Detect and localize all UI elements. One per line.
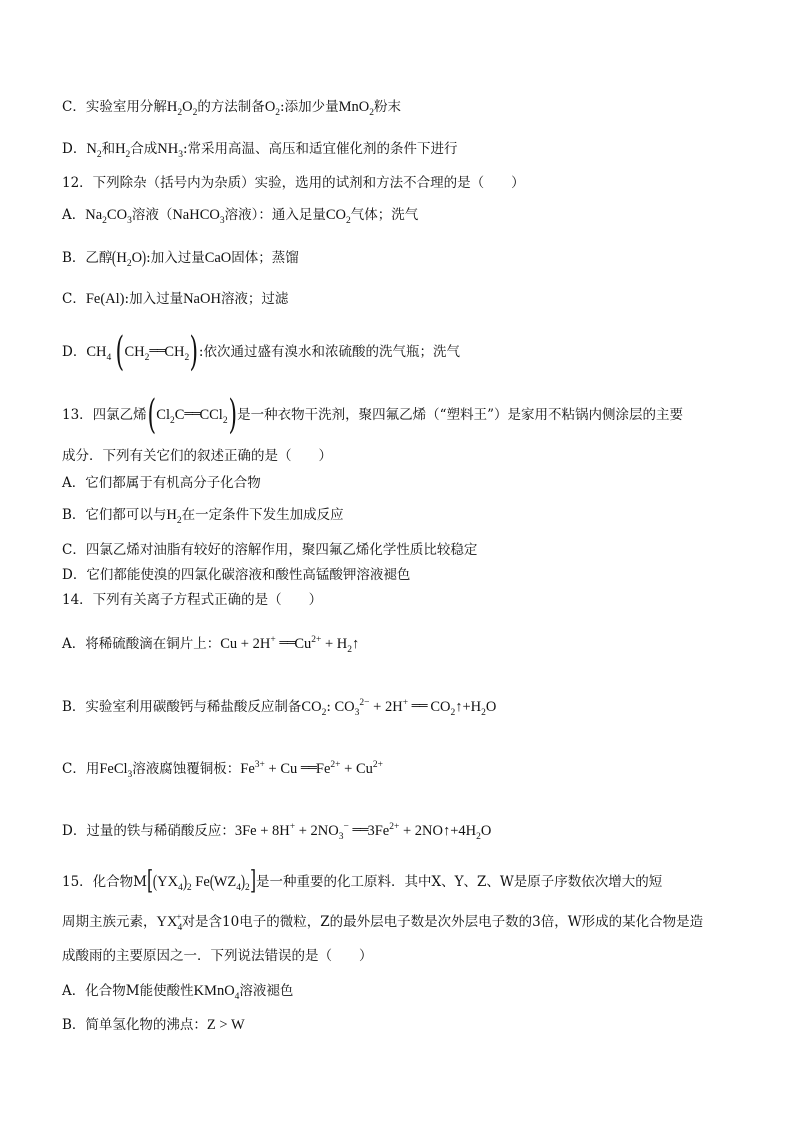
- q14-option-b: B．实验室利用碳酸钙与稀盐酸反应制备$CO_2$: $CO_3^{2-} + 2H^+$ ══ $CO_2↑+H_2O$: [62, 698, 497, 718]
- q14-option-a: A．将稀硫酸滴在铜片上：Cu + 2H+ $══Cu^{2+}$ + $H_2↑$: [62, 635, 360, 655]
- q12-option-b: B．乙醇$(H_2O)$:加入过量CaO固体；蒸馏: [62, 247, 299, 269]
- q13-option-c: C．四氯乙烯对油脂有较好的溶解作用，聚四氟乙烯化学性质比较稳定: [62, 542, 478, 558]
- q12-option-c: C．Fe(Al):加入过量NaOH溶液；过滤: [62, 291, 289, 307]
- q12-stem: 12．下列除杂（括号内为杂质）实验，选用的试剂和方法不合理的是（ ）: [62, 175, 525, 191]
- q15-stem-line2: 周期主族元素，$YX_4^+$对是含10电子的微粒，Z的最外层电子数是次外层电子数的3倍，W形成的某化合物是造: [62, 913, 704, 933]
- q12-option-a: A．$Na_2CO_3$溶液（NaHCO$_3$溶液）：通入足量$CO_2$气体；洗气: [62, 207, 419, 226]
- q13-option-b: B．它们都可以与$H_2$在一定条件下发生加成反应: [62, 507, 344, 526]
- q14-option-c: C．用FeCl$_3$溶液腐蚀覆铜板：$Fe^{3+} + Cu$ $══Fe^{2+} + Cu^{2+}$: [62, 760, 383, 780]
- q13-option-d: D．它们都能使溴的四氯化碳溶液和酸性高锰酸钾溶液褪色: [62, 567, 411, 583]
- q14-stem: 14．下列有关离子方程式正确的是（ ）: [62, 592, 323, 608]
- q11-option-d: D．$N_2$和$H_2$合成$NH_3$:常采用高温、高压和适宜催化剂的条件下进行: [62, 141, 458, 160]
- q11-option-c: C．实验室用分解$H_2O_2$的方法制备$O_2$:添加少量MnO$_2$粉末: [62, 99, 401, 118]
- q13-option-a: A．它们都属于有机高分子化合物: [62, 475, 261, 491]
- q15-option-b: B．简单氢化物的沸点：Z > W: [62, 1017, 245, 1033]
- q13-stem-line2: 成分．下列有关它们的叙述正确的是（ ）: [62, 448, 332, 464]
- q15-option-a: A．化合物M能使酸性KMnO$_4$溶液褪色: [62, 983, 294, 1002]
- q15-stem-line3: 成酸雨的主要原因之一．下列说法错误的是（ ）: [62, 948, 373, 964]
- q14-option-d: D．过量的铁与稀硝酸反应：$3Fe + 8H^+ + 2NO_3^-$ $══3Fe^{2+}$ + $2NO↑+4H_2O$: [62, 822, 492, 842]
- q12-option-d: D．$CH_4$ $(CH_2══CH_2)$:依次通过盛有溴水和浓硫酸的洗气瓶；洗气: [62, 329, 460, 375]
- q15-stem-line1: 15．化合物$M[(YX_4)_2$ $Fe(WZ_4)_2$]是一种重要的化工原料．其中X、Y、Z、W是原子序数依次增大的短: [62, 866, 663, 896]
- q13-stem-line1: 13．四氯乙烯$(Cl_2C══CCl_2)$是一种衣物干洗剂，聚四氟乙烯（“塑料王”）是家用不粘锅内侧涂层的主要: [62, 392, 683, 438]
